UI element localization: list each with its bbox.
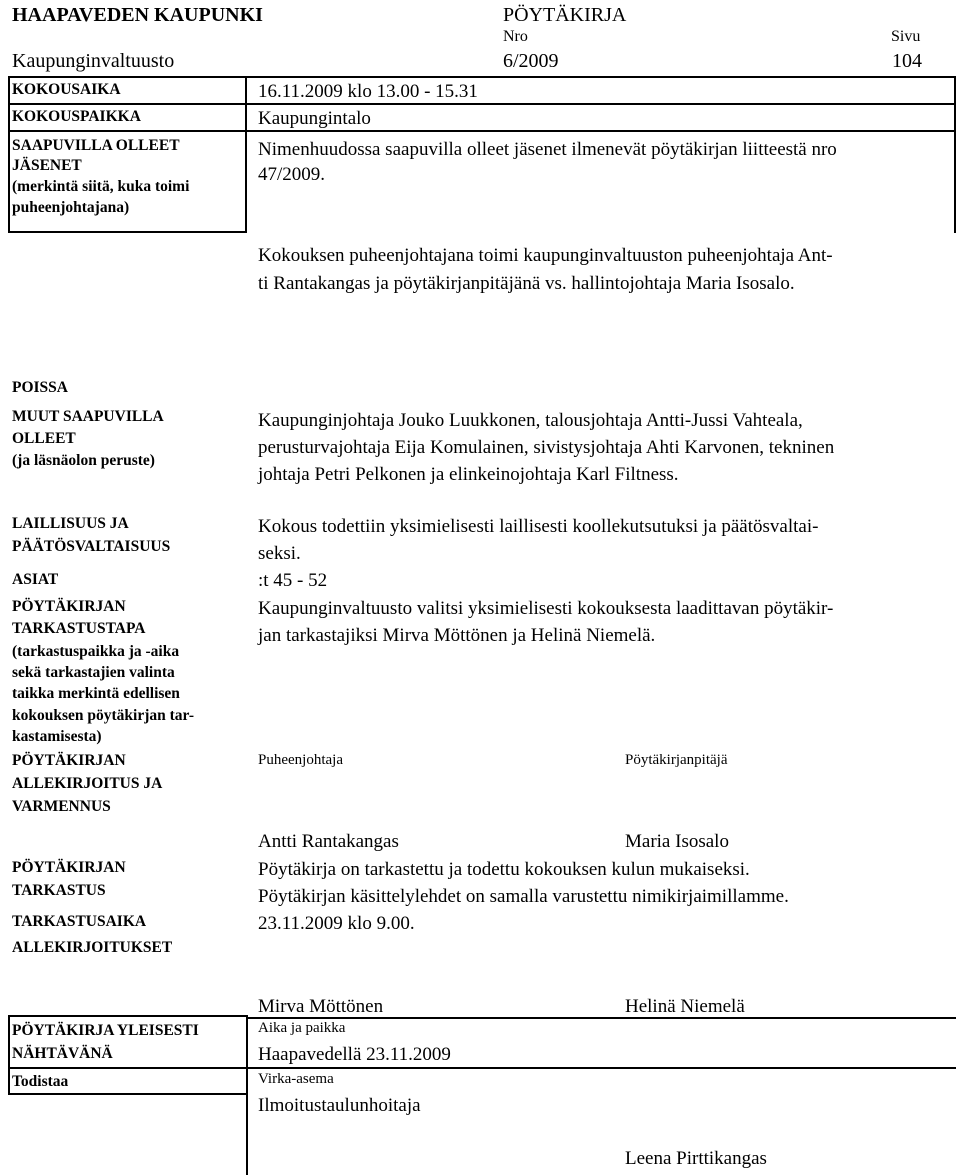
laillisuus-label-2: PÄÄTÖSVALTAISUUS [12,538,171,555]
table-left-border [8,76,10,233]
allekirjoitus-label-2: ALLEKIRJOITUS JA [12,775,163,792]
table-right-border [954,76,956,233]
allekirjoitukset-label: ALLEKIRJOITUKSET [12,939,173,956]
laillisuus-value-2: seksi. [258,543,301,564]
inspector-1-name: Mirva Möttönen [258,996,384,1017]
inspector-2-name: Helinä Niemelä [625,996,745,1017]
divider [8,1015,248,1017]
table-column-divider [245,76,247,233]
nahtavana-sub: Aika ja paikka [258,1020,346,1036]
poissa-label: POISSA [12,379,68,396]
sivu-value: 104 [892,50,922,72]
divider [8,231,247,233]
muut-value-3: johtaja Petri Pelkonen ja elinkeinojohtaja Karl Filtness. [258,464,679,485]
city-name: HAAPAVEDEN KAUPUNKI [12,4,263,26]
muut-value-1: Kaupunginjohtaja Jouko Luukkonen, talousjohtaja Antti-Jussi Vahteala, [258,410,803,431]
divider [248,1017,956,1019]
secretary-name: Maria Isosalo [625,831,729,852]
saapuvilla-value-2b: ti Rantakangas ja pöytäkirjanpitäjänä vs. hallintojohtaja Maria Isosalo. [258,273,795,294]
table-column-divider [246,1015,248,1175]
tarkastustapa-value-1: Kaupunginvaltuusto valitsi yksimielisesti kokouksesta laadittavan pöytäkir- [258,598,834,619]
nahtavana-value: Haapavedellä 23.11.2009 [258,1044,451,1065]
saapuvilla-value-2a: Kokouksen puheenjohtajana toimi kaupunginvaltuuston puheenjohtaja Ant- [258,245,833,266]
document-type: PÖYTÄKIRJA [503,4,627,26]
nro-label: Nro [503,28,528,45]
todistaa-value: Ilmoitustaulunhoitaja [258,1095,421,1116]
laillisuus-label-1: LAILLISUUS JA [12,515,129,532]
todistaa-label: Todistaa [12,1073,69,1090]
kokousaika-value: 16.11.2009 klo 13.00 - 15.31 [258,81,478,102]
chairman-role: Puheenjohtaja [258,752,343,768]
todistaa-name: Leena Pirttikangas [625,1148,767,1169]
muut-label-1: MUUT SAAPUVILLA [12,408,164,425]
todistaa-sub: Virka-asema [258,1071,334,1087]
secretary-role: Pöytäkirjanpitäjä [625,752,728,768]
muut-label-3: (ja läsnäolon peruste) [12,452,155,469]
allekirjoitus-label-3: VARMENNUS [12,798,111,815]
chairman-name: Antti Rantakangas [258,831,399,852]
saapuvilla-label-1: SAAPUVILLA OLLEET [12,137,180,154]
kokouspaikka-label: KOKOUSPAIKKA [12,108,141,125]
muut-label-2: OLLEET [12,430,76,447]
saapuvilla-label-4: puheenjohtajana) [12,199,130,216]
tarkastustapa-label-6: kokouksen pöytäkirjan tar- [12,707,195,724]
divider [8,130,956,132]
tarkastustapa-label-3: (tarkastuspaikka ja -aika [12,643,180,660]
asiat-value: :t 45 - 52 [258,570,328,591]
allekirjoitus-label-1: PÖYTÄKIRJAN [12,752,126,769]
tarkastustapa-label-1: PÖYTÄKIRJAN [12,598,126,615]
body-name: Kaupunginvaltuusto [12,50,175,72]
kokousaika-label: KOKOUSAIKA [12,81,121,98]
tarkastustapa-label-4: sekä tarkastajien valinta [12,664,175,681]
saapuvilla-label-3: (merkintä siitä, kuka toimi [12,178,190,195]
tarkastustapa-value-2: jan tarkastajiksi Mirva Möttönen ja Helinä Niemelä. [258,625,656,646]
tarkastustapa-label-5: taikka merkintä edellisen [12,685,180,702]
tarkastus-label-1: PÖYTÄKIRJAN [12,859,126,876]
table-left-border [8,1015,10,1095]
tarkastusaika-value: 23.11.2009 klo 9.00. [258,913,415,934]
tarkastus-value-2: Pöytäkirjan käsittelylehdet on samalla varustettu nimikirjaimillamme. [258,886,789,907]
divider [8,1093,248,1095]
tarkastustapa-label-7: kastamisesta) [12,728,102,745]
nahtavana-label-1: PÖYTÄKIRJA YLEISESTI [12,1022,199,1039]
divider [8,76,956,78]
saapuvilla-label-2: JÄSENET [12,157,82,174]
laillisuus-value-1: Kokous todettiin yksimielisesti laillisesti koollekutsutuksi ja päätösvaltai- [258,516,819,537]
tarkastus-label-2: TARKASTUS [12,882,106,899]
tarkastusaika-label: TARKASTUSAIKA [12,913,147,930]
saapuvilla-value-1b: 47/2009. [258,164,326,185]
tarkastus-value-1: Pöytäkirja on tarkastettu ja todettu kokouksen kulun mukaiseksi. [258,859,750,880]
muut-value-2: perusturvajohtaja Eija Komulainen, sivistysjohtaja Ahti Karvonen, tekninen [258,437,835,458]
kokouspaikka-value: Kaupungintalo [258,108,371,129]
sivu-label: Sivu [891,28,921,45]
nahtavana-label-2: NÄHTÄVÄNÄ [12,1045,113,1062]
divider [8,1067,248,1069]
nro-value: 6/2009 [503,50,559,72]
tarkastustapa-label-2: TARKASTUSTAPA [12,620,146,637]
saapuvilla-value-1a: Nimenhuudossa saapuvilla olleet jäsenet ilmenevät pöytäkirjan liitteestä nro [258,139,837,160]
asiat-label: ASIAT [12,571,59,588]
divider [8,103,956,105]
